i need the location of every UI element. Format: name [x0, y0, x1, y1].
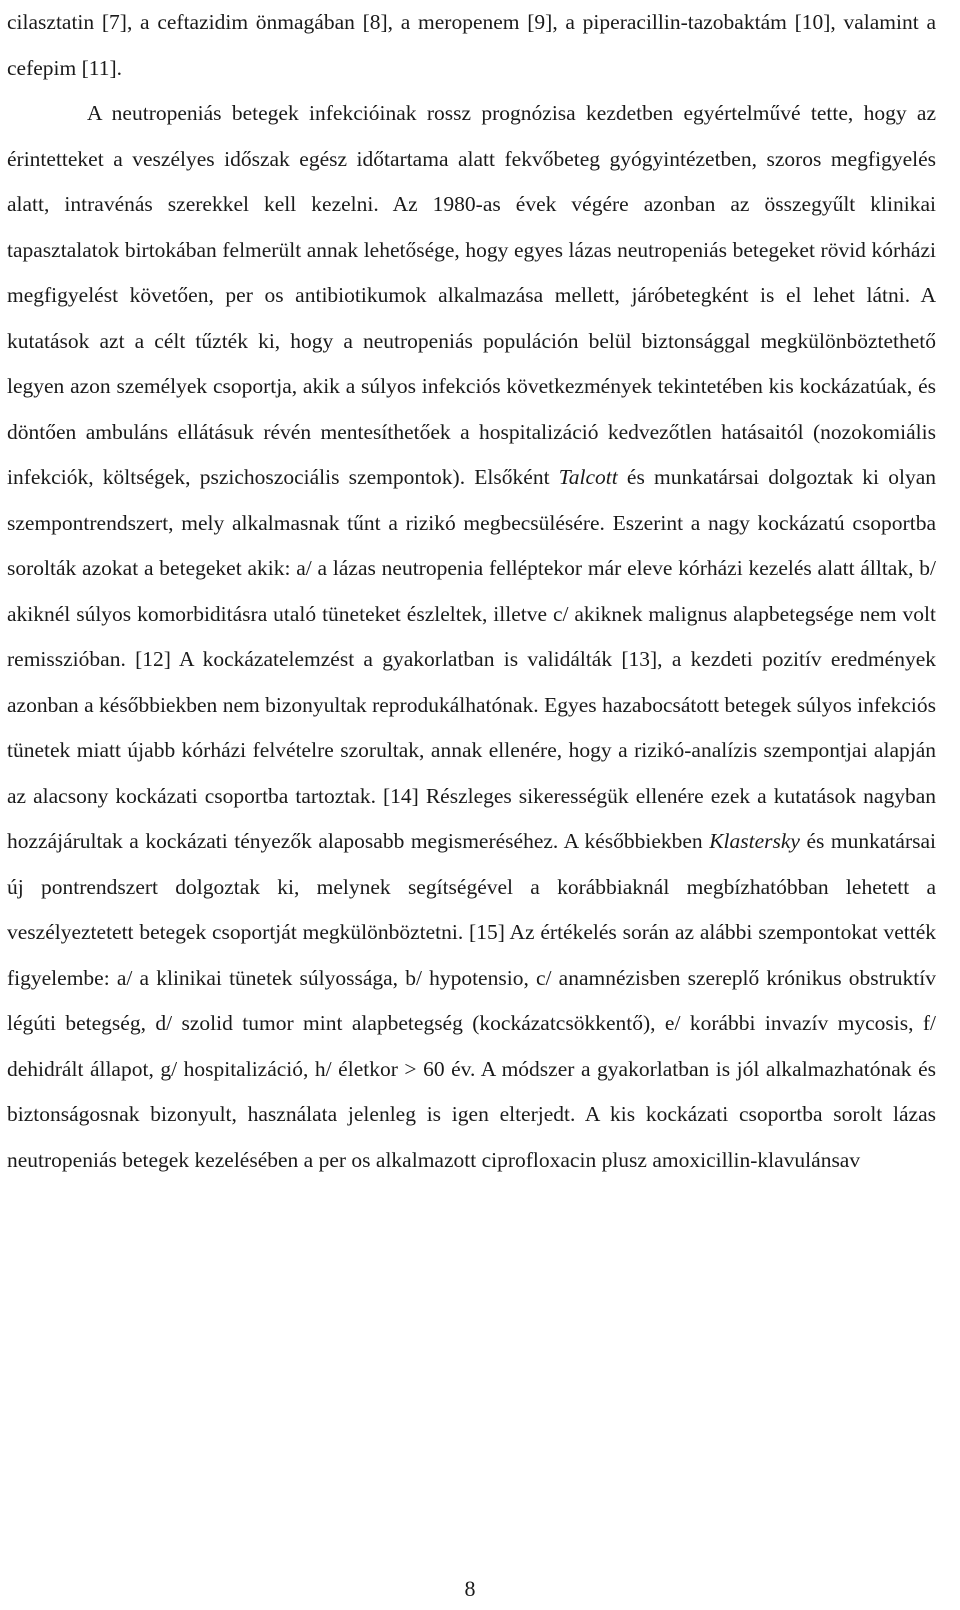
page-number: 8 — [464, 1576, 476, 1601]
body-text — [7, 0, 936, 1183]
paragraph-continued: cilasztatin [7], a ceftazidim önmagában [8], a meropenem [9], a piperacillin-tazobaktám [10], valamint a cefepim [11]. — [7, 10, 936, 80]
author-name: Talcott — [558, 465, 618, 489]
author-name: Klastersky — [709, 829, 800, 853]
paragraph-main: A neutropeniás betegek infekcióinak rossz prognózisa kezdetben egyértelművé tette, hogy az érintetteket a veszélyes időszak egész időtartama alatt fekvőbeteg gyógyintézetben, szoros megfigyelés alatt, intravénás szerekkel kell kezelni. Az 1980-as évek végére azonban az összegyűlt klinikai tapasztalatok birtokában felmerült annak lehetősége, hogy egyes lázas neutropeniás betegeket rövid kórházi megfigyelést követően, per os antibiotikumok alkalmazása mellett, járóbetegként is el lehet látni. A kutatások azt a célt tűzték ki, hogy a neutropeniás populáción belül biztonsággal megkülönböztethető legyen azon személyek csoportja, akik a súlyos infekciós következmények tekintetében kis kockázatúak, és döntően ambuláns ellátásuk révén mentesíthetőek a hospitalizáció kedvezőtlen hatásaitól (nozokomiális infekciók, költségek, pszichoszociális szempontok). Elsőként Talcott és munkatársai dolgoztak ki olyan szempontrendszert, mely alkalmasnak tűnt a rizikó megbecsülésére. Eszerint a nagy kockázatú csoportba sorolták azokat a betegeket akik: a/ a lázas neutropenia felléptekor már eleve kórházi kezelés alatt álltak, b/ akiknél súlyos komorbiditásra utaló tüneteket észleltek, illetve c/ akiknek malignus alapbetegsége nem volt remisszióban. [12] A kockázatelemzést a gyakorlatban is validálták [13], a kezdeti pozitív eredmények azonban a későbbiekben nem bizonyultak reprodukálhatónak. Egyes hazabocsátott betegek súlyos infekciós tünetek miatt újabb kórházi felvételre szorultak, annak ellenére, hogy a rizikó-analízis szempontjai alapján az alacsony kockázati csoportba tartoztak. [14] Részleges sikerességük ellenére ezek a kutatások nagyban hozzájárultak a kockázati tényezők alaposabb megismeréséhez. A későbbiekben Klastersky és munkatársai új pontrendszert dolgoztak ki, melynek segítségével a korábbiaknál megbízhatóbban lehetett a veszélyeztetett betegek csoportját megkülönböztetni. [15] Az értékelés során az alábbi szempontokat vették figyelembe: a/ a klinikai tünetek súlyossága, b/ hypotensio, c/ anamnézisben szereplő krónikus obstruktív légúti betegség, d/ szolid tumor mint alapbetegség (kockázatcsökkentő), e/ korábbi invazív mycosis, f/ dehidrált állapot, g/ hospitalizáció, h/ életkor > 60 év. A módszer a gyakorlatban is jól alkalmazhatónak és biztonságosnak bizonyult, használata jelenleg is igen elterjedt. A kis kockázati csoportba sorolt lázas neutropeniás betegek kezelésében a per os alkalmazott ciprofloxacin plusz amoxicillin-klavulánsav — [7, 101, 936, 1172]
